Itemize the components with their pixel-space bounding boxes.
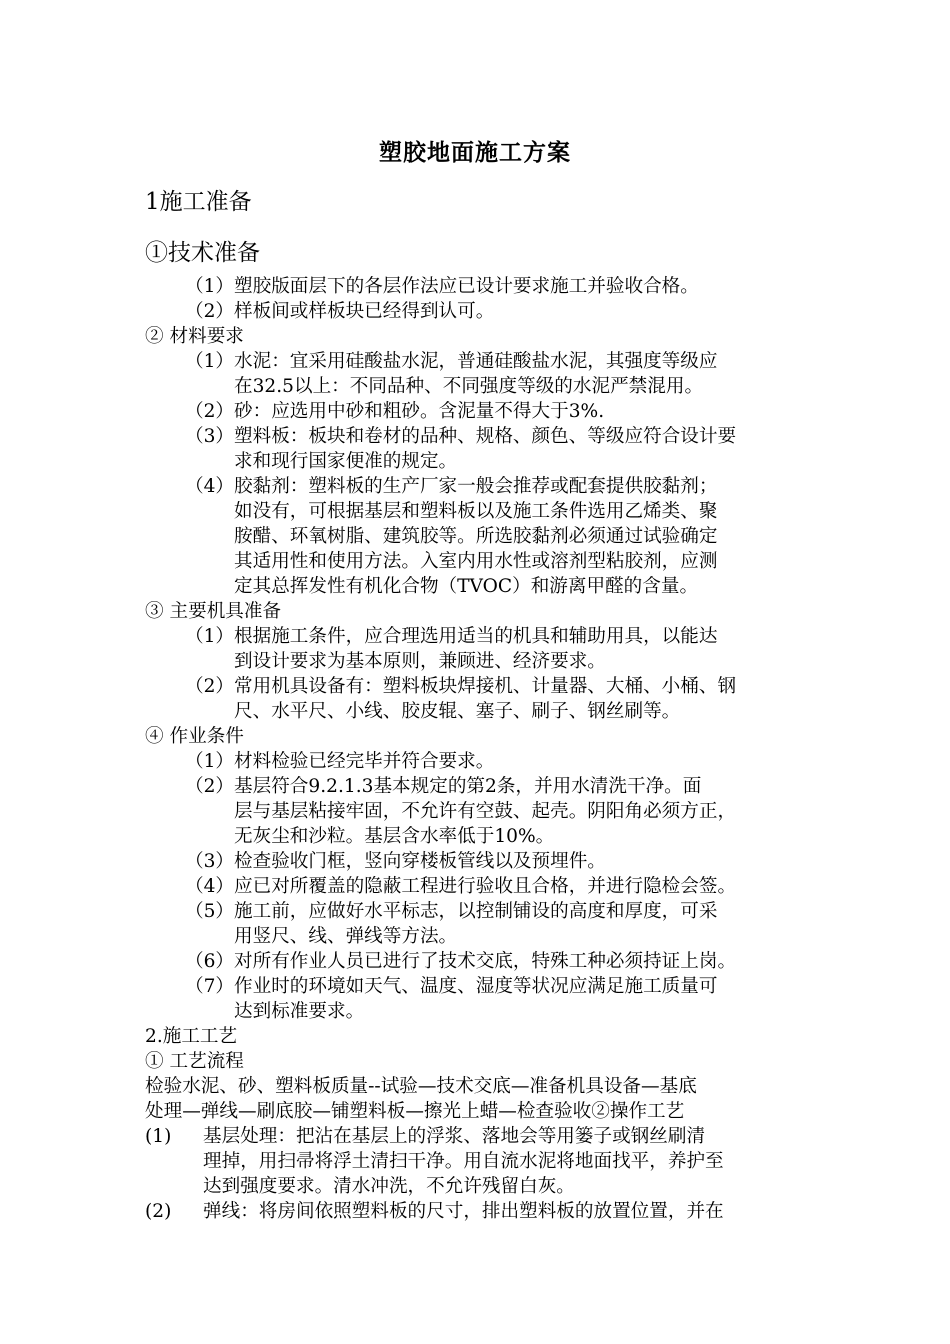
text-line: 达到强度要求。清水冲洗，不允许残留白灰。 [203,1176,575,1197]
list-number: (1) [145,1126,172,1147]
section-heading-process: 2.施工工艺 [145,1026,238,1047]
text-line: 用竖尺、线、弹线等方法。 [234,926,458,947]
text-line: 如没有，可根据基层和塑料板以及施工条件选用乙烯类、聚 [234,501,718,522]
list-number: (2) [145,1201,172,1222]
text-line: 尺、水平尺、小线、胶皮辊、塞子、刷子、钢丝刷等。 [234,701,681,722]
text-line: 胺醋、环氧树脂、建筑胶等。所选胶黏剂必须通过试验确定 [234,526,718,547]
text-line: （3）检查验收门框，竖向穿楼板管线以及预埋件。 [185,851,606,872]
subsection-heading-conditions: ④ 作业条件 [145,726,244,747]
text-line: （4）应已对所覆盖的隐蔽工程进行验收且合格，并进行隐检会签。 [185,876,737,897]
section-heading-preparation: 1施工准备 [145,189,252,215]
text-line: 其适用性和使用方法。入室内用水性或溶剂型粘胶剂，应测 [234,551,718,572]
text-line: （3）塑料板：板块和卷材的品种、规格、颜色、等级应符合设计要 [185,426,737,447]
text-line: 弹线：将房间依照塑料板的尺寸，排出塑料板的放置位置，并在 [203,1201,724,1222]
text-line: （5）施工前，应做好水平标志，以控制铺设的高度和厚度，可采 [185,901,718,922]
text-line: 检验水泥、砂、塑料板质量--试验—技术交底—准备机具设备—基底 [145,1076,697,1097]
text-line: （1）材料检验已经完毕并符合要求。 [185,751,495,772]
text-line: （1）水泥：宜采用硅酸盐水泥，普通硅酸盐水泥，其强度等级应 [185,351,718,372]
text-line: 在32.5以上：不同品种、不同强度等级的水泥严禁混用。 [234,376,704,397]
text-line: （1）塑胶版面层下的各层作法应已设计要求施工并验收合格。 [185,276,699,297]
subsection-heading-flow: ① 工艺流程 [145,1051,244,1072]
subsection-heading-materials: ② 材料要求 [145,326,244,347]
document-title: 塑胶地面施工方案 [379,139,571,166]
text-line: 到设计要求为基本原则，兼顾进、经济要求。 [234,651,606,672]
text-line: （4）胶黏剂：塑料板的生产厂家一般会推荐或配套提供胶黏剂； [185,476,718,497]
text-line: 无灰尘和沙粒。基层含水率低于10%。 [234,826,555,847]
text-line: 达到标准要求。 [234,1001,365,1022]
text-line: （2）砂：应选用中砂和粗砂。含泥量不得大于3%. [185,401,605,422]
text-line: 定其总挥发性有机化合物（TVOC）和游离甲醛的含量。 [234,576,699,597]
text-line: （2）样板间或样板块已经得到认可。 [185,301,495,322]
text-line: 处理—弹线—刷底胶—铺塑料板—擦光上蜡—检查验收②操作工艺 [145,1101,685,1122]
text-line: （2）基层符合9.2.1.3基本规定的第2条，并用水清洗干净。面 [185,776,702,797]
subsection-heading-technical: ①技术准备 [145,240,260,266]
text-line: （7）作业时的环境如天气、温度、湿度等状况应满足施工质量可 [185,976,718,997]
text-line: （2）常用机具设备有：塑料板块焊接机、计量器、大桶、小桶、钢 [185,676,737,697]
text-line: 基层处理：把沾在基层上的浮浆、落地会等用篓子或钢丝刷清 [203,1126,706,1147]
subsection-heading-tools: ③ 主要机具准备 [145,601,282,622]
text-line: （1）根据施工条件，应合理选用适当的机具和辅助用具，以能达 [185,626,718,647]
text-line: 层与基层粘接牢固，不允许有空鼓、起壳。阴阳角必须方正， [234,801,737,822]
text-line: 理掉，用扫帚将浮土清扫干净。用自流水泥将地面找平，养护至 [203,1151,724,1172]
text-line: 求和现行国家便准的规定。 [234,451,458,472]
text-line: （6）对所有作业人员已进行了技术交底，特殊工种必须持证上岗。 [185,951,737,972]
